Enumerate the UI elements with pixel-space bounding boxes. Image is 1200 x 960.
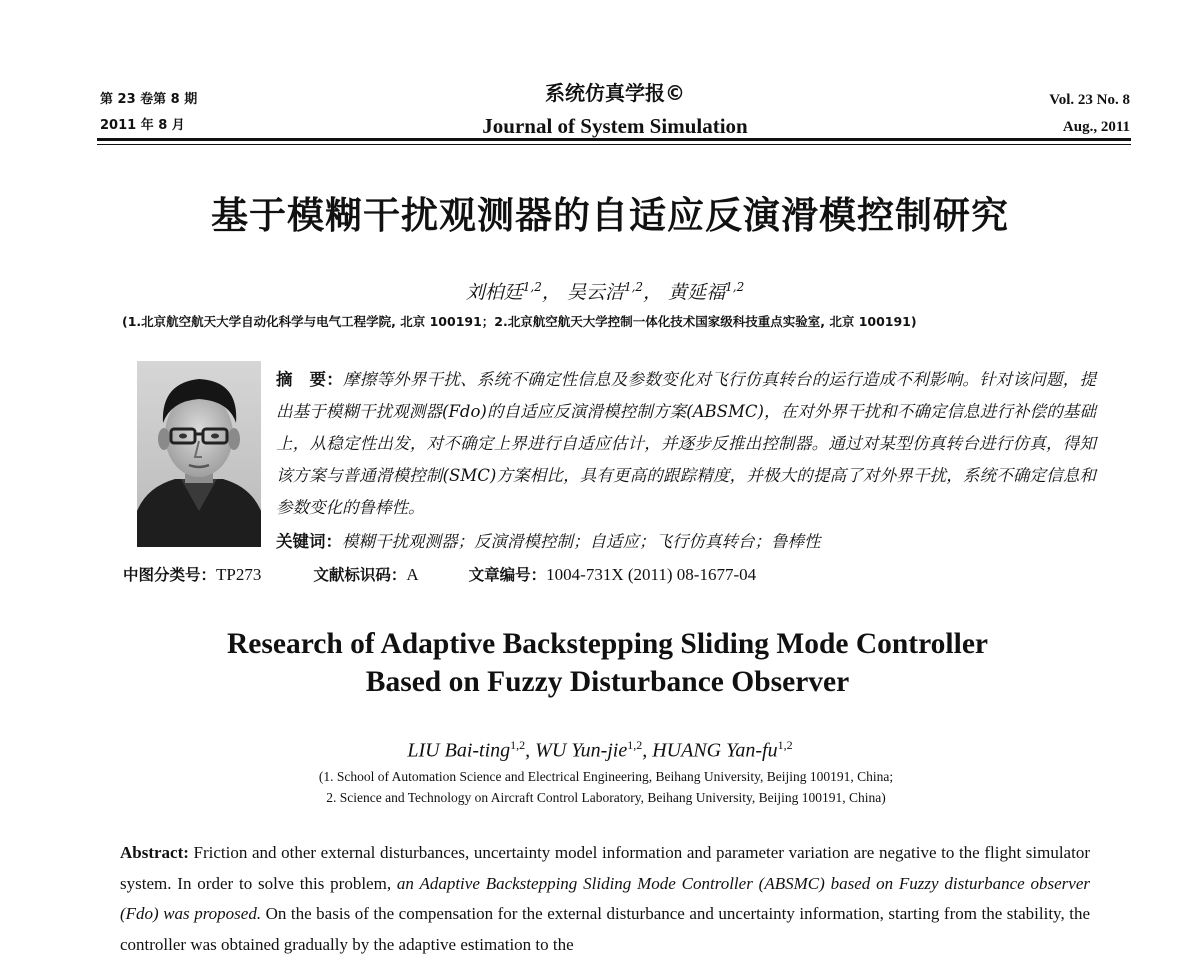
author-affiliation-mark: 1,2 <box>623 280 644 294</box>
author-name: 黄延福 <box>668 281 726 304</box>
author-list-en <box>0 732 1200 764</box>
author-separator: ， <box>643 281 663 304</box>
abstract-label-en: Abstract: <box>120 843 189 862</box>
keywords-label-cn: 关键词： <box>276 532 342 551</box>
author-name: LIU Bai-ting <box>407 739 511 762</box>
journal-name-cn: 系统仿真学报© <box>545 81 685 105</box>
journal-name-en: Journal of System Simulation <box>482 114 748 138</box>
author-affiliation-mark: 1,2 <box>627 738 643 752</box>
keywords-cn <box>276 527 1096 557</box>
author-name: 吴云洁 <box>566 281 624 304</box>
doc-code-value: A <box>406 565 419 584</box>
paper-title-en-line1: Research of Adaptive Backstepping Sliding Mode Controller <box>226 628 989 660</box>
abstract-cn <box>276 364 1096 524</box>
volume-issue-en: Vol. 23 No. 8 <box>1049 92 1130 108</box>
header-rule-thick <box>97 138 1131 141</box>
abstract-text-cn: 摩擦等外界干扰、系统不确定性信息及参数变化对飞行仿真转台的运行造成不利影响。针对该问题，提出基于模糊干扰观测器(Fdo)的自适应反演滑模控制方案(ABSMC)，在对外界干扰和不确定信息进行补偿的基础上，从稳定性出发，对不确定上界进行自适应估计，并逐步反推出控制器。通过对某型仿真转台进行仿真，得知该方案与普通滑模控制(SMC)方案相比，具有更高的跟踪精度，并极大的提高了对外界干扰，系统不确定信息和参数变化的鲁棒性。 <box>276 370 1097 517</box>
date-en: Aug., 2011 <box>1062 119 1130 135</box>
author-photo <box>137 361 261 547</box>
paper-title-cn: 基于模糊干扰观测器的自适应反演滑模控制研究 <box>211 194 1009 237</box>
paper-title-en-line2: Based on Fuzzy Disturbance Observer <box>365 666 850 698</box>
author-affiliation-mark: 1,2 <box>522 280 542 294</box>
date-cn: 2011 年 8 月 <box>100 118 185 133</box>
keywords-text-cn: 模糊干扰观测器；反演滑模控制；自适应；飞行仿真转台；鲁棒性 <box>342 532 821 551</box>
affiliation-en-line1: (1. School of Automation Science and Electrical Engineering, Beihang University, Beijing 100191, China; <box>318 769 894 784</box>
author-affiliation-mark: 1,2 <box>777 738 793 752</box>
author-separator: , <box>642 739 653 762</box>
affiliation-en <box>0 766 1200 808</box>
author-list-cn <box>0 275 1200 304</box>
affiliation-en-line2: 2. Science and Technology on Aircraft Control Laboratory, Beihang University, Beijing 100191, China) <box>326 790 886 805</box>
author-name: 刘柏廷 <box>465 281 523 304</box>
author-affiliation-mark: 1,2 <box>510 738 526 752</box>
article-no-label: 文章编号： <box>468 566 547 584</box>
abstract-label-cn: 摘 要： <box>276 370 343 389</box>
header-rule-thin <box>97 144 1131 145</box>
author-separator: , <box>525 739 536 762</box>
classification-line <box>123 562 1023 588</box>
doc-code-label: 文献标识码： <box>313 566 407 584</box>
abstract-en <box>120 838 1090 960</box>
author-name: WU Yun-jie <box>535 739 628 762</box>
clc-value: TP273 <box>216 565 262 584</box>
abstract-text-en-italic: an Adaptive Backstepping Sliding Mode Controller (ABSMC) based on Fuzzy disturbance observer (Fdo) was proposed. <box>120 873 1090 923</box>
affiliation-cn: (1.北京航空航天大学自动化科学与电气工程学院, 北京 100191；2.北京航空航天大学控制一体化技术国家级科技重点实验室, 北京 100191) <box>122 314 917 329</box>
author-name: HUANG Yan-fu <box>652 739 778 762</box>
author-affiliation-mark: 1,2 <box>725 280 745 294</box>
volume-issue-cn: 第 23 卷第 8 期 <box>100 92 198 107</box>
abstract-text-en-part2: On the basis of the compensation for the external disturbance and uncertainty information, starting from the stability, the controller was obtained gradually by the adaptive estimation to the <box>120 904 1090 954</box>
clc-label: 中图分类号： <box>123 566 217 584</box>
article-no-value: 1004-731X (2011) 08-1677-04 <box>546 565 757 584</box>
abstract-text-en-part1: Friction and other external disturbances, uncertainty model information and parameter variation are negative to the flight simulator system. In order to solve this problem, <box>120 843 1090 893</box>
paper-title-en <box>0 625 1200 701</box>
author-separator: ， <box>541 281 561 304</box>
